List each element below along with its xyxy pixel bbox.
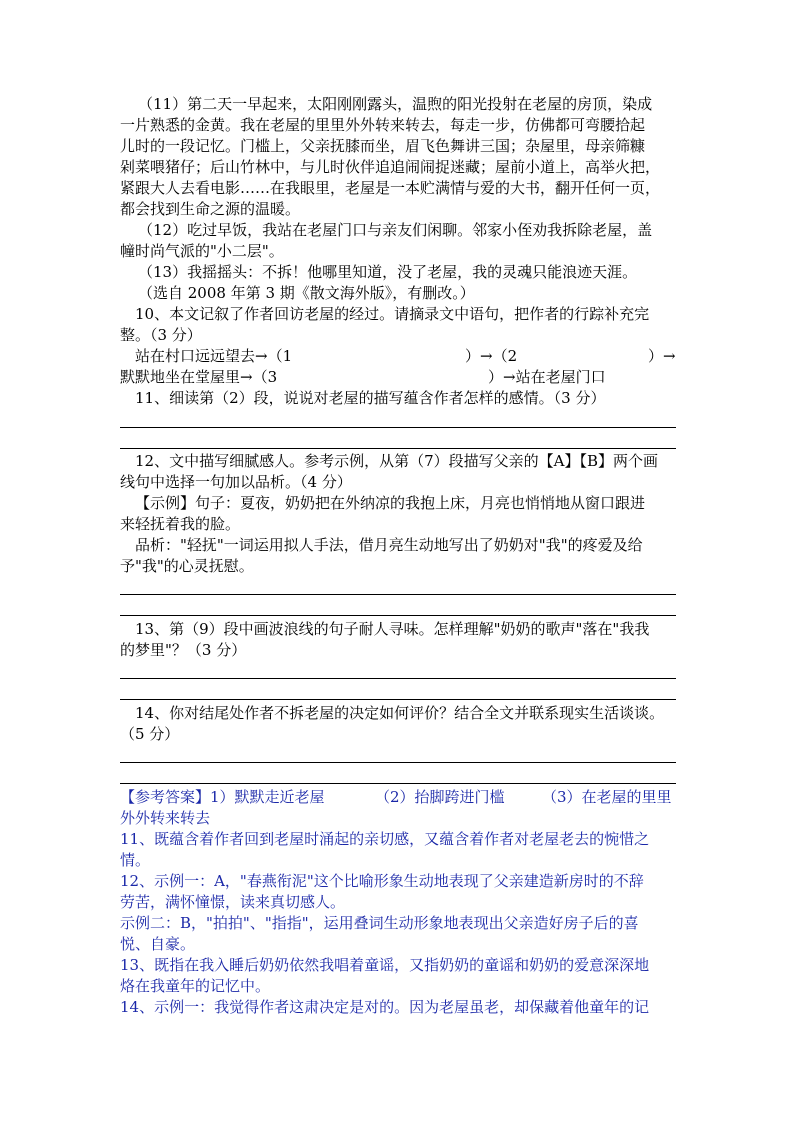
passage-line: 紧跟大人去看电影……在我眼里，老屋是一本贮满情与爱的大书，翻开任何一页， xyxy=(120,179,661,197)
question-14: 14、你对结尾处作者不拆老屋的决定如何评价？结合全文并联系现实生活谈谈。 xyxy=(135,704,665,722)
answer-text: （2）抬脚跨进门槛 xyxy=(375,788,505,806)
question-12-example: 【示例】句子：夏夜，奶奶把在外纳凉的我抱上床，月亮也悄悄地从窗口跟进 xyxy=(135,494,646,512)
answer-blank-line xyxy=(120,448,676,449)
answer-12: 悦、自豪。 xyxy=(120,935,196,953)
answer-blank-line xyxy=(120,678,676,679)
question-12: 12、文中描写细腻感人。参考示例，从第（7）段描写父亲的【A】【B】两个画 xyxy=(135,452,658,470)
answer-text: 外外转来转去 xyxy=(120,809,211,827)
question-12-analysis: 品析："轻抚"一词运用拟人手法，借月亮生动地写出了奶奶对"我"的疼爱及给 xyxy=(135,536,643,554)
fill-text: ）→站在老屋门口 xyxy=(488,368,606,386)
passage-line: （11）第二天一早起来，太阳刚刚露头，温煦的阳光投射在老屋的房顶，染成 xyxy=(138,95,653,113)
question-12-example: 来轻抚着我的脸。 xyxy=(120,515,241,533)
answer-blank-line xyxy=(120,762,676,763)
question-10: 整。（3 分） xyxy=(120,326,202,344)
answer-13: 13、既指在我入睡后奶奶依然我唱着童谣，又指奶奶的童谣和奶奶的爱意深深地 xyxy=(120,956,650,974)
source-note: （选自 2008 年第 3 期《散文海外版》，有删改。） xyxy=(138,284,475,302)
fill-text: ）→（2 xyxy=(465,347,518,365)
passage-line: 幢时尚气派的"小二层"。 xyxy=(120,242,284,260)
answer-11: 11、既蕴含着作者回到老屋时涌起的亲切感，又蕴含着作者对老屋老去的惋惜之 xyxy=(120,830,650,848)
question-12: 线句中选择一句加以品析。（4 分） xyxy=(120,473,352,491)
passage-line: （13）我摇摇头：不拆！他哪里知道，没了老屋，我的灵魂只能浪迹天涯。 xyxy=(138,263,638,281)
answer-12: 示例二：B，"拍拍"、"指指"，运用叠词生动形象地表现出父亲造好房子后的喜 xyxy=(120,914,639,932)
passage-line: 剁菜喂猪仔；后山竹林中，与儿时伙伴追追闹闹捉迷藏；屋前小道上，高举火把， xyxy=(120,158,661,176)
answer-blank-line xyxy=(120,615,676,616)
question-13: 的梦里"？（3 分） xyxy=(120,641,247,659)
answer-blank-line xyxy=(120,427,676,428)
passage-line: 都会找到生命之源的温暖。 xyxy=(120,200,301,218)
question-10: 10、本文记叙了作者回访老屋的经过。请摘录文中语句，把作者的行踪补充完 xyxy=(135,305,650,323)
fill-text: 站在村口远远望去→（1 xyxy=(135,347,293,365)
answer-12: 12、示例一：A，"春燕衔泥"这个比喻形象生动地表现了父亲建造新房时的不辞 xyxy=(120,872,644,890)
answer-11: 情。 xyxy=(120,851,151,869)
question-10-fill-line xyxy=(120,367,680,388)
question-12-analysis: 予"我"的心灵抚慰。 xyxy=(120,557,254,575)
fill-text: ）→ xyxy=(648,347,676,365)
passage-line: 一片熟悉的金黄。我在老屋的里里外外转来转去，每走一步，仿佛都可弯腰拾起 xyxy=(120,116,646,134)
answer-key-header xyxy=(120,787,680,808)
answer-blank-line xyxy=(120,594,676,595)
answer-text: （3）在老屋的里里 xyxy=(542,788,672,806)
question-13: 13、第（9）段中画波浪线的句子耐人寻味。怎样理解"奶奶的歌声"落在"我我 xyxy=(135,620,650,638)
document-body xyxy=(120,94,680,1018)
question-14: （5 分） xyxy=(120,725,180,743)
answer-14: 14、示例一：我觉得作者这肃决定是对的。因为老屋虽老，却保藏着他童年的记 xyxy=(120,998,650,1016)
question-10-fill-line xyxy=(120,346,680,367)
answer-blank-line xyxy=(120,783,676,784)
passage-line: 儿时的一段记忆。门槛上，父亲抚膝而坐，眉飞色舞讲三国；杂屋里，母亲筛糠 xyxy=(120,137,646,155)
answer-text: 【参考答案】1）默默走近老屋 xyxy=(120,788,325,806)
question-11: 11、细读第（2）段，说说对老屋的描写蕴含作者怎样的感情。（3 分） xyxy=(135,389,606,407)
passage-line: （12）吃过早饭，我站在老屋门口与亲友们闲聊。邻家小侄劝我拆除老屋，盖 xyxy=(138,221,653,239)
answer-12: 劳苦，满怀憧憬，读来真切感人。 xyxy=(120,893,346,911)
answer-13: 烙在我童年的记忆中。 xyxy=(120,977,271,995)
answer-blank-line xyxy=(120,699,676,700)
fill-text: 默默地坐在堂屋里→（3 xyxy=(120,368,278,386)
